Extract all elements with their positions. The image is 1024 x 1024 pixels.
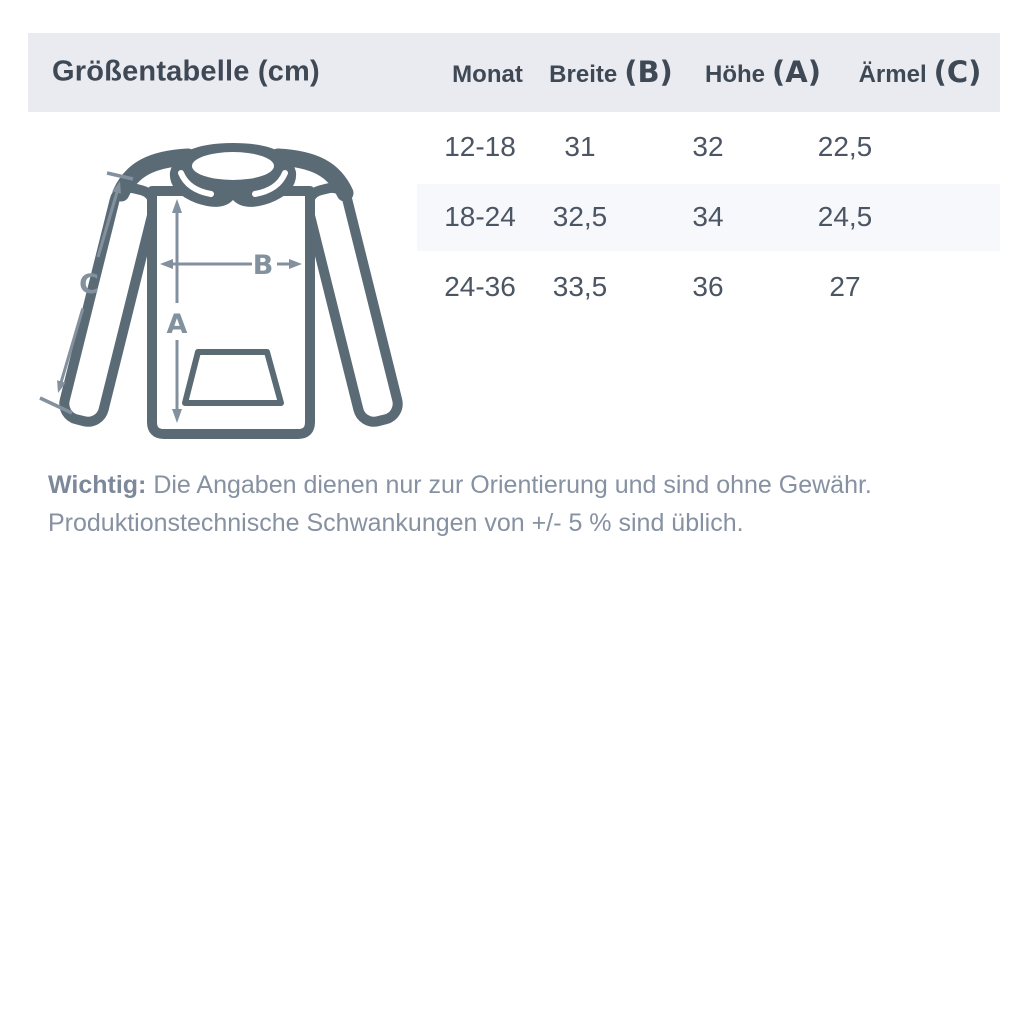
column-header-monat <box>452 55 530 89</box>
table-cell-aermel: 22,5 <box>817 131 873 162</box>
table-cell-monat: 18-24 <box>444 201 516 232</box>
disclaimer-text <box>48 466 978 542</box>
column-header-hoehe <box>705 55 821 89</box>
hood <box>170 143 296 207</box>
sleeve-label: C <box>79 269 99 300</box>
table-cell-hoehe: 34 <box>692 201 724 232</box>
table-cell-monat: 24-36 <box>444 271 516 302</box>
column-header-label: Monat <box>452 61 523 88</box>
kangaroo-pocket <box>185 352 281 403</box>
column-header-aermel <box>859 55 982 89</box>
table-cell-breite: 32,5 <box>552 201 608 232</box>
table-cell-hoehe: 32 <box>692 131 724 162</box>
disclaimer-line1: Die Angaben dienen nur zur Orientierung und sind ohne Gewähr. <box>153 471 872 499</box>
size-chart-title: Größentabelle (cm) <box>52 55 320 88</box>
hoodie-measurement-diagram <box>30 135 420 465</box>
width-label: B <box>252 250 274 281</box>
height-label: A <box>166 309 188 340</box>
table-cell-aermel: 24,5 <box>817 201 873 232</box>
column-header-code: (B) <box>624 55 673 89</box>
table-cell-hoehe: 36 <box>692 271 724 302</box>
column-header-code: (A) <box>772 55 821 89</box>
column-header-label: Ärmel <box>858 61 927 88</box>
right-sleeve <box>305 185 401 426</box>
table-cell-breite: 31 <box>564 131 596 162</box>
table-cell-breite: 33,5 <box>552 271 608 302</box>
table-cell-monat: 12-18 <box>444 131 516 162</box>
column-header-code: (C) <box>933 55 982 89</box>
column-header-label: Breite <box>549 61 618 88</box>
column-header-label: Höhe <box>705 61 766 88</box>
table-cell-aermel: 27 <box>829 271 861 302</box>
disclaimer-line2: Produktionstechnische Schwankungen von +/- 5 % sind üblich. <box>48 509 744 537</box>
column-header-breite <box>549 55 673 89</box>
disclaimer-emphasis: Wichtig: <box>48 471 147 499</box>
